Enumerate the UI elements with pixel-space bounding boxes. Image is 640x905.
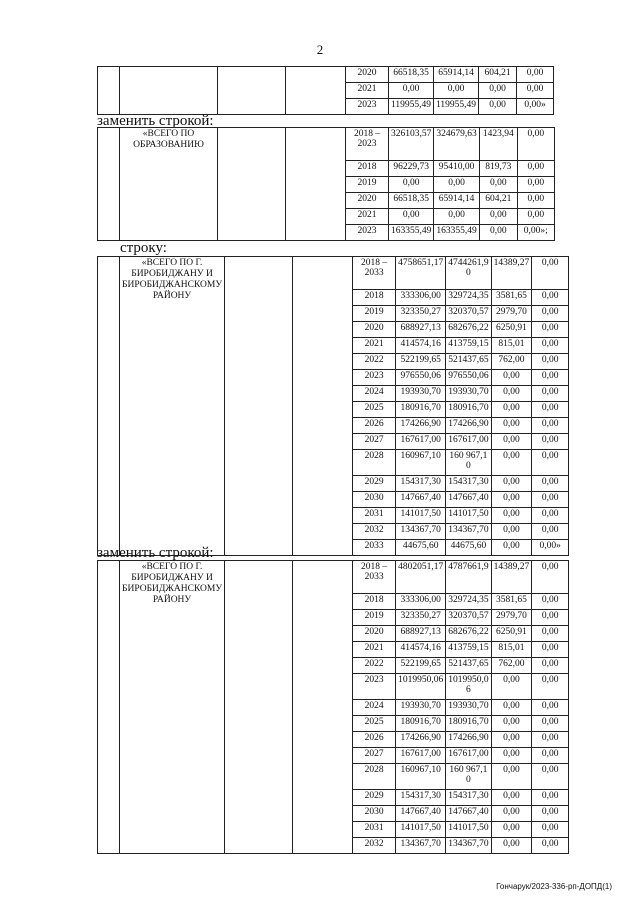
- year-cell: 2020: [346, 67, 389, 83]
- year-cell: 2028: [353, 764, 396, 790]
- amount-cell: 0,00: [517, 128, 554, 161]
- amount-cell: 0,00: [491, 524, 532, 540]
- amount-cell: 0,00: [491, 790, 532, 806]
- amount-cell: 119955,49: [389, 99, 434, 115]
- amount-cell: 0,00: [389, 177, 434, 193]
- year-cell: 2027: [353, 748, 396, 764]
- empty-cell: [218, 67, 286, 115]
- table-row: [98, 561, 569, 594]
- amount-cell: 604,21: [479, 67, 517, 83]
- empty-cell: [293, 561, 353, 854]
- amount-cell: 0,00: [491, 674, 532, 700]
- row-title-cell: «ВСЕГО ПО ОБРАЗОВАНИЮ: [120, 128, 218, 241]
- year-cell: 2019: [353, 610, 396, 626]
- amount-cell: 819,73: [479, 161, 517, 177]
- amount-cell: 1423,94: [479, 128, 517, 161]
- amount-cell: 0,00: [491, 402, 532, 418]
- amount-cell: 0,00: [491, 386, 532, 402]
- amount-cell: 167617,00: [396, 434, 446, 450]
- empty-cell: [98, 561, 120, 854]
- amount-cell: 66518,35: [389, 193, 434, 209]
- amount-cell: 4802051,17: [396, 561, 446, 594]
- year-cell: 2020: [353, 322, 396, 338]
- year-cell: 2028: [353, 450, 396, 476]
- amount-cell: 0,00: [479, 83, 517, 99]
- amount-cell: 0,00: [434, 177, 479, 193]
- amount-cell: 0,00: [532, 822, 569, 838]
- amount-cell: 160967,10: [396, 764, 446, 790]
- amount-cell: 0,00: [532, 748, 569, 764]
- year-cell: 2018: [353, 290, 396, 306]
- amount-cell: 0,00: [491, 492, 532, 508]
- year-cell: 2031: [353, 508, 396, 524]
- amount-cell: 0,00: [491, 450, 532, 476]
- footer-file-reference: Гончарук/2023-336-рп-ДОПД(1): [496, 882, 612, 891]
- amount-cell: 154317,30: [396, 476, 446, 492]
- amount-cell: 147667,40: [446, 806, 491, 822]
- amount-cell: 413759,15: [446, 642, 491, 658]
- amount-cell: 134367,70: [446, 838, 491, 854]
- amount-cell: 0,00: [389, 209, 434, 225]
- amount-cell: 14389,27: [491, 257, 532, 290]
- amount-cell: 0,00: [389, 83, 434, 99]
- amount-cell: 0,00: [532, 306, 569, 322]
- amount-cell: 167617,00: [396, 748, 446, 764]
- amount-cell: 333306,00: [396, 290, 446, 306]
- amount-cell: 0,00: [434, 83, 479, 99]
- amount-cell: 0,00: [479, 225, 517, 241]
- year-cell: 2021: [346, 83, 389, 99]
- amount-cell: 0,00: [532, 434, 569, 450]
- amount-cell: 0,00: [491, 732, 532, 748]
- year-cell: 2026: [353, 732, 396, 748]
- budget-table: [97, 560, 569, 854]
- page-number: 2: [316, 42, 324, 57]
- amount-cell: 193930,70: [446, 700, 491, 716]
- year-cell: 2023: [346, 225, 389, 241]
- amount-cell: 0,00: [491, 540, 532, 556]
- amount-cell: 180916,70: [446, 716, 491, 732]
- empty-cell: [286, 67, 346, 115]
- year-cell: 2030: [353, 806, 396, 822]
- amount-cell: 0,00: [532, 257, 569, 290]
- empty-cell: [98, 128, 120, 241]
- amount-cell: 0,00: [434, 209, 479, 225]
- amount-cell: 14389,27: [491, 561, 532, 594]
- empty-cell: [218, 128, 286, 241]
- amount-cell: 688927,13: [396, 626, 446, 642]
- amount-cell: 2979,70: [491, 610, 532, 626]
- amount-cell: 0,00: [491, 764, 532, 790]
- amount-cell: 604,21: [479, 193, 517, 209]
- amount-cell: 0,00: [532, 322, 569, 338]
- year-cell: 2018: [353, 594, 396, 610]
- amount-cell: 323350,27: [396, 610, 446, 626]
- year-cell: 2024: [353, 386, 396, 402]
- amount-cell: 0,00: [532, 674, 569, 700]
- amount-cell: 4787661,9: [446, 561, 491, 594]
- amount-cell: 66518,35: [389, 67, 434, 83]
- amount-cell: 141017,50: [446, 508, 491, 524]
- amount-cell: 0,00: [532, 508, 569, 524]
- amount-cell: 976550,06: [396, 370, 446, 386]
- amount-cell: 0,00: [491, 418, 532, 434]
- amount-cell: 154317,30: [446, 476, 491, 492]
- amount-cell: 0,00: [532, 290, 569, 306]
- amount-cell: 0,00: [517, 193, 554, 209]
- year-cell: 2020: [346, 193, 389, 209]
- amount-cell: 0,00: [532, 492, 569, 508]
- row-title-cell: «ВСЕГО ПО Г. БИРОБИДЖАНУ И БИРОБИДЖАНСКОМУ РАЙОНУ: [120, 257, 225, 556]
- amount-cell: 180916,70: [396, 402, 446, 418]
- year-cell: 2029: [353, 790, 396, 806]
- table-row: [98, 257, 569, 290]
- amount-cell: 0,00: [532, 370, 569, 386]
- amount-cell: 0,00: [491, 700, 532, 716]
- amount-cell: 163355,49: [434, 225, 479, 241]
- amount-cell: 6250,91: [491, 322, 532, 338]
- amount-cell: 0,00: [532, 642, 569, 658]
- amount-cell: 174266,90: [396, 418, 446, 434]
- amount-cell: 3581,65: [491, 594, 532, 610]
- section-label: заменить строкой:: [97, 113, 214, 129]
- amount-cell: 688927,13: [396, 322, 446, 338]
- amount-cell: 323350,27: [396, 306, 446, 322]
- amount-cell: 0,00: [491, 806, 532, 822]
- year-cell: 2032: [353, 838, 396, 854]
- amount-cell: 0,00: [517, 177, 554, 193]
- amount-cell: 0,00: [532, 732, 569, 748]
- amount-cell: 0,00: [532, 402, 569, 418]
- year-cell: 2025: [353, 716, 396, 732]
- amount-cell: 96229,73: [389, 161, 434, 177]
- amount-cell: 0,00»: [532, 540, 569, 556]
- amount-cell: 0,00: [532, 524, 569, 540]
- table-row: [98, 128, 555, 161]
- amount-cell: 0,00: [517, 161, 554, 177]
- amount-cell: 44675,60: [446, 540, 491, 556]
- amount-cell: 174266,90: [396, 732, 446, 748]
- budget-table: [97, 127, 555, 241]
- budget-table: [97, 66, 554, 115]
- year-cell: 2026: [353, 418, 396, 434]
- amount-cell: 147667,40: [396, 492, 446, 508]
- empty-cell: [98, 257, 120, 556]
- amount-cell: 320370,57: [446, 306, 491, 322]
- amount-cell: 682676,22: [446, 626, 491, 642]
- amount-cell: 6250,91: [491, 626, 532, 642]
- amount-cell: 119955,49: [434, 99, 479, 115]
- amount-cell: 160967,10: [396, 450, 446, 476]
- amount-cell: 0,00: [517, 83, 554, 99]
- amount-cell: 320370,57: [446, 610, 491, 626]
- year-cell: 2018 – 2033: [353, 561, 396, 594]
- year-cell: 2018: [346, 161, 389, 177]
- amount-cell: 160 967,10: [446, 450, 491, 476]
- year-cell: 2021: [353, 338, 396, 354]
- amount-cell: 160 967,10: [446, 764, 491, 790]
- amount-cell: 174266,90: [446, 732, 491, 748]
- amount-cell: 180916,70: [396, 716, 446, 732]
- amount-cell: 976550,06: [446, 370, 491, 386]
- amount-cell: 0,00: [517, 67, 554, 83]
- amount-cell: 167617,00: [446, 434, 491, 450]
- amount-cell: 0,00: [491, 748, 532, 764]
- empty-cell: [225, 561, 293, 854]
- amount-cell: 0,00: [479, 99, 517, 115]
- amount-cell: 413759,15: [446, 338, 491, 354]
- amount-cell: 333306,00: [396, 594, 446, 610]
- amount-cell: 0,00: [491, 508, 532, 524]
- year-cell: 2030: [353, 492, 396, 508]
- table-row: [98, 67, 554, 83]
- amount-cell: 0,00: [532, 658, 569, 674]
- amount-cell: 163355,49: [389, 225, 434, 241]
- amount-cell: 141017,50: [446, 822, 491, 838]
- budget-table: [97, 256, 569, 556]
- amount-cell: 0,00: [532, 610, 569, 626]
- amount-cell: 193930,70: [446, 386, 491, 402]
- year-cell: 2029: [353, 476, 396, 492]
- amount-cell: 2979,70: [491, 306, 532, 322]
- amount-cell: 0,00: [491, 838, 532, 854]
- empty-cell: [293, 257, 353, 556]
- amount-cell: 4758651,17: [396, 257, 446, 290]
- amount-cell: 522199,65: [396, 354, 446, 370]
- amount-cell: 326103,57: [389, 128, 434, 161]
- amount-cell: 0,00»;: [517, 225, 554, 241]
- amount-cell: 180916,70: [446, 402, 491, 418]
- amount-cell: 154317,30: [446, 790, 491, 806]
- amount-cell: 1019950,06: [446, 674, 491, 700]
- year-cell: 2024: [353, 700, 396, 716]
- amount-cell: 65914,14: [434, 193, 479, 209]
- amount-cell: 522199,65: [396, 658, 446, 674]
- amount-cell: 0,00: [532, 806, 569, 822]
- year-cell: 2023: [353, 674, 396, 700]
- year-cell: 2022: [353, 354, 396, 370]
- amount-cell: 147667,40: [446, 492, 491, 508]
- amount-cell: 193930,70: [396, 386, 446, 402]
- section-label: заменить строкой:: [97, 545, 214, 561]
- amount-cell: 762,00: [491, 354, 532, 370]
- amount-cell: 134367,70: [396, 524, 446, 540]
- empty-cell: [98, 67, 120, 115]
- year-cell: 2025: [353, 402, 396, 418]
- year-cell: 2023: [346, 99, 389, 115]
- year-cell: 2023: [353, 370, 396, 386]
- amount-cell: 329724,35: [446, 290, 491, 306]
- amount-cell: 0,00: [517, 209, 554, 225]
- amount-cell: 193930,70: [396, 700, 446, 716]
- empty-cell: [286, 128, 346, 241]
- amount-cell: 0,00: [479, 177, 517, 193]
- year-cell: 2019: [353, 306, 396, 322]
- amount-cell: 414574,16: [396, 338, 446, 354]
- year-cell: 2031: [353, 822, 396, 838]
- year-cell: 2032: [353, 524, 396, 540]
- amount-cell: 0,00: [491, 476, 532, 492]
- amount-cell: 521437,65: [446, 354, 491, 370]
- amount-cell: 141017,50: [396, 508, 446, 524]
- amount-cell: 324679,63: [434, 128, 479, 161]
- amount-cell: 0,00: [491, 822, 532, 838]
- amount-cell: 134367,70: [446, 524, 491, 540]
- amount-cell: 0,00: [532, 594, 569, 610]
- amount-cell: 0,00: [532, 700, 569, 716]
- amount-cell: 0,00»: [517, 99, 554, 115]
- row-title-cell: «ВСЕГО ПО Г. БИРОБИДЖАНУ И БИРОБИДЖАНСКОМУ РАЙОНУ: [120, 561, 225, 854]
- amount-cell: 147667,40: [396, 806, 446, 822]
- amount-cell: 44675,60: [396, 540, 446, 556]
- year-cell: 2027: [353, 434, 396, 450]
- amount-cell: 4744261,90: [446, 257, 491, 290]
- amount-cell: 174266,90: [446, 418, 491, 434]
- amount-cell: 0,00: [532, 354, 569, 370]
- amount-cell: 0,00: [479, 209, 517, 225]
- amount-cell: 167617,00: [446, 748, 491, 764]
- amount-cell: 0,00: [532, 764, 569, 790]
- amount-cell: 0,00: [532, 450, 569, 476]
- amount-cell: 414574,16: [396, 642, 446, 658]
- amount-cell: 0,00: [532, 476, 569, 492]
- amount-cell: 65914,14: [434, 67, 479, 83]
- amount-cell: 1019950,06: [396, 674, 446, 700]
- amount-cell: 95410,00: [434, 161, 479, 177]
- amount-cell: 0,00: [491, 370, 532, 386]
- empty-cell: [225, 257, 293, 556]
- amount-cell: 154317,30: [396, 790, 446, 806]
- amount-cell: 141017,50: [396, 822, 446, 838]
- year-cell: 2018 – 2033: [353, 257, 396, 290]
- amount-cell: 0,00: [491, 434, 532, 450]
- amount-cell: 682676,22: [446, 322, 491, 338]
- year-cell: 2019: [346, 177, 389, 193]
- year-cell: 2020: [353, 626, 396, 642]
- amount-cell: 0,00: [532, 418, 569, 434]
- amount-cell: 0,00: [532, 626, 569, 642]
- amount-cell: 521437,65: [446, 658, 491, 674]
- amount-cell: 0,00: [491, 716, 532, 732]
- year-cell: 2021: [353, 642, 396, 658]
- amount-cell: 134367,70: [396, 838, 446, 854]
- amount-cell: 329724,35: [446, 594, 491, 610]
- amount-cell: 815,01: [491, 642, 532, 658]
- amount-cell: 0,00: [532, 838, 569, 854]
- year-cell: 2033: [353, 540, 396, 556]
- year-cell: 2021: [346, 209, 389, 225]
- year-cell: 2022: [353, 658, 396, 674]
- amount-cell: 3581,65: [491, 290, 532, 306]
- amount-cell: 0,00: [532, 386, 569, 402]
- row-title-cell: [120, 67, 218, 115]
- amount-cell: 0,00: [532, 338, 569, 354]
- amount-cell: 0,00: [532, 716, 569, 732]
- section-label: строку:: [120, 240, 167, 256]
- amount-cell: 0,00: [532, 790, 569, 806]
- amount-cell: 815,01: [491, 338, 532, 354]
- year-cell: 2018 – 2023: [346, 128, 389, 161]
- amount-cell: 0,00: [532, 561, 569, 594]
- amount-cell: 762,00: [491, 658, 532, 674]
